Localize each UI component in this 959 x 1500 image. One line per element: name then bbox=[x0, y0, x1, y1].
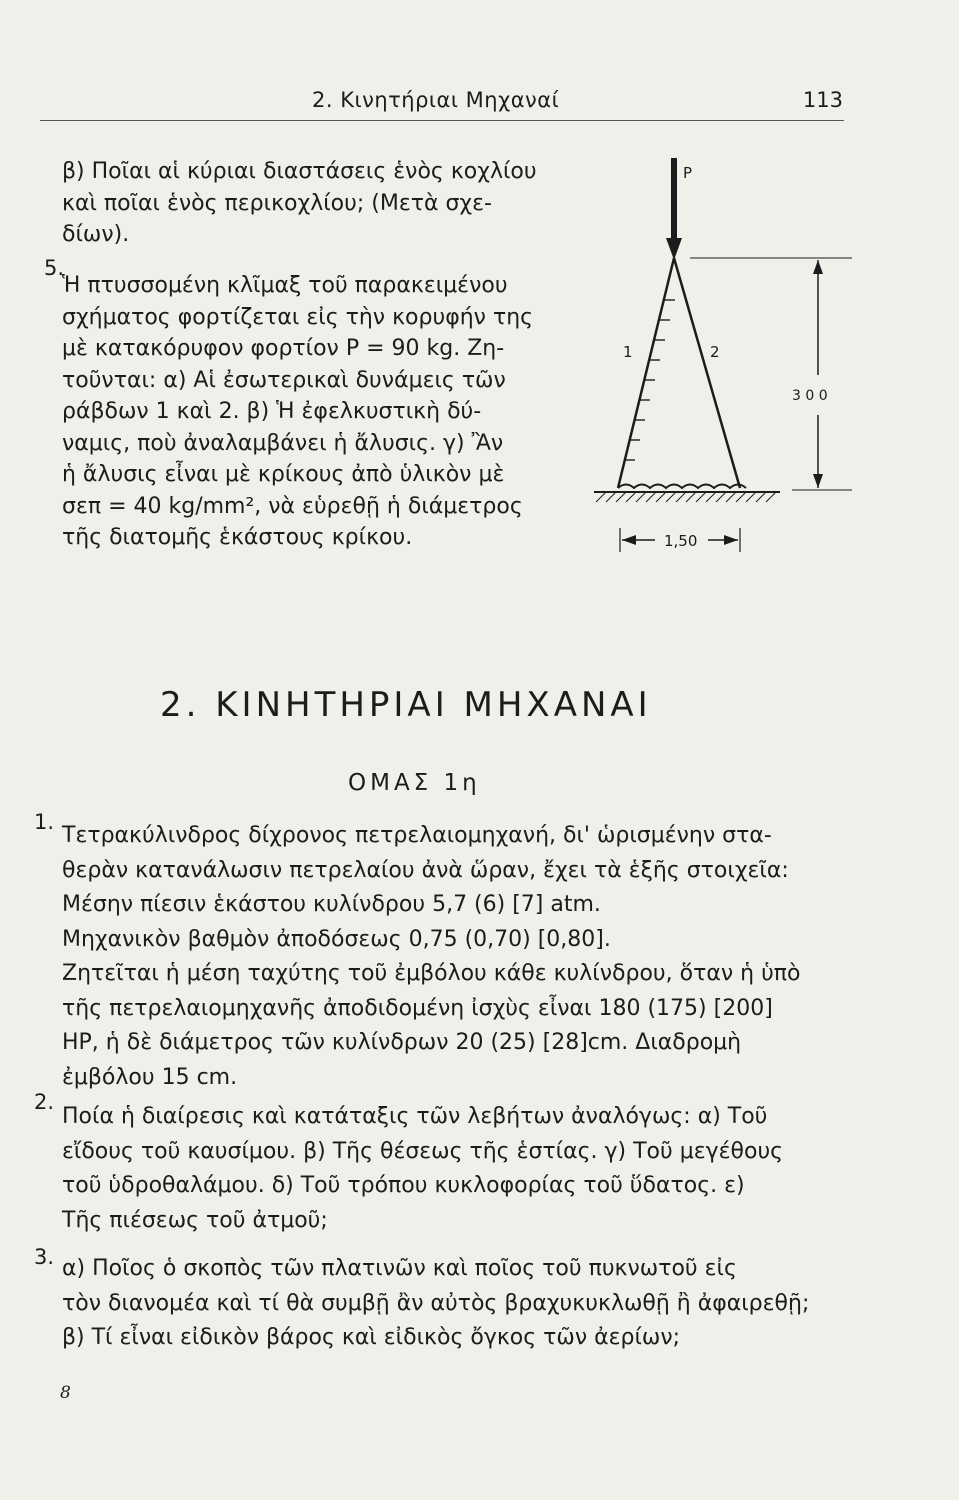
height-label: 3 0 0 bbox=[792, 388, 828, 404]
text-line: δίων). bbox=[62, 222, 130, 247]
text-line: Τετρακύλινδρος δίχρονος πετρελαιομηχανή, δι' ὡρισμένην στα- bbox=[62, 823, 772, 848]
text-line: HP, ἡ δὲ διάμετρος τῶν κυλίνδρων 20 (25) [28]cm. Διαδρομὴ bbox=[62, 1030, 742, 1055]
text-line: καὶ ποῖαι ἑνὸς περικοχλίου; (Μετὰ σχε- bbox=[62, 190, 492, 216]
bar-1 bbox=[618, 258, 674, 488]
text-line: Τῆς πιέσεως τοῦ ἀτμοῦ; bbox=[62, 1207, 328, 1233]
folio-mark: 8 bbox=[60, 1383, 71, 1403]
text-line: τοῦ ὑδροθαλάμου. δ) Τοῦ τρόπου κυκλοφορίας τοῦ ὕδατος. ε) bbox=[62, 1173, 745, 1198]
group-title: ΟΜΑΣ 1η bbox=[348, 770, 481, 796]
text-line: β) Τί εἶναι εἰδικὸν βάρος καὶ εἰδικὸς ὄγκος τῶν ἀερίων; bbox=[62, 1325, 681, 1350]
chain bbox=[618, 485, 746, 489]
text-line: Μέσην πίεσιν ἑκάστου κυλίνδρου 5,7 (6) [7] atm. bbox=[62, 892, 601, 917]
bar-2 bbox=[674, 258, 740, 488]
text-line: Ἡ πτυσσομένη κλῖμαξ τοῦ παρακειμένου bbox=[62, 273, 508, 298]
height-arrow-top bbox=[813, 260, 823, 274]
section-title: 2. ΚΙΝΗΤΗΡΙΑΙ ΜΗΧΑΝΑΙ bbox=[160, 685, 652, 725]
text-line: τῆς διατομῆς ἑκάστους κρίκου. bbox=[62, 525, 413, 550]
question-beta bbox=[62, 156, 537, 251]
text-line: Ποία ἡ διαίρεσις καὶ κατάταξις τῶν λεβήτων ἀναλόγως: α) Τοῦ bbox=[62, 1104, 768, 1129]
text-line: Μηχανικὸν βαθμὸν ἀποδόσεως 0,75 (0,70) [0,80]. bbox=[62, 926, 611, 952]
text-line: ράβδων 1 καὶ 2. β) Ἡ ἐφελκυστικὴ δύ- bbox=[62, 399, 482, 424]
text-line: σεπ = 40 kg/mm², νὰ εὑρεθῇ ἡ διάμετρος bbox=[62, 493, 523, 519]
problem-number: 2. bbox=[34, 1090, 55, 1114]
page-number: 113 bbox=[802, 88, 843, 112]
load-arrow-head bbox=[666, 238, 682, 260]
text-line: α) Ποῖος ὁ σκοπὸς τῶν πλατινῶν καὶ ποῖος τοῦ πυκνωτοῦ εἰς bbox=[62, 1256, 737, 1281]
problem-1 bbox=[62, 819, 801, 1095]
load-label: P bbox=[683, 164, 693, 182]
text-line: θερὰν κατανάλωσιν πετρελαίου ἀνὰ ὥραν, ἔχει τὰ ἑξῆς στοιχεῖα: bbox=[62, 857, 789, 883]
text-line: Ζητεῖται ἡ μέση ταχύτης τοῦ ἐμβόλου κάθε κυλίνδρου, ὅταν ἡ ὑπὸ bbox=[62, 961, 801, 986]
ladder-diagram bbox=[580, 150, 870, 580]
width-arrow-left bbox=[622, 535, 636, 545]
text-line: ἡ ἄλυσις εἶναι μὲ κρίκους ἀπὸ ὑλικὸν μὲ bbox=[62, 462, 505, 487]
problem-number: 3. bbox=[34, 1245, 55, 1269]
text-line: τῆς πετρελαιομηχανῆς ἀποδιδομένη ἰσχὺς εἶναι 180 (175) [200] bbox=[62, 995, 773, 1021]
problem-number: 1. bbox=[34, 810, 55, 834]
problem-3 bbox=[62, 1252, 809, 1356]
header-rule bbox=[40, 120, 844, 121]
bar-2-label: 2 bbox=[710, 343, 720, 361]
problem-2 bbox=[62, 1100, 783, 1238]
question-5 bbox=[62, 270, 533, 554]
text-line: σχήματος φορτίζεται εἰς τὴν κορυφήν της bbox=[62, 304, 534, 330]
bar-1-label: 1 bbox=[623, 343, 633, 361]
height-arrow-bottom bbox=[813, 474, 823, 488]
running-title: 2. Κινητήριαι Μηχαναί bbox=[312, 88, 560, 112]
text-line: ναμις, ποὺ ἀναλαμβάνει ἡ ἄλυσις. γ) Ἂν bbox=[62, 430, 504, 456]
text-line: μὲ κατακόρυφον φορτίον P = 90 kg. Ζη- bbox=[62, 336, 505, 361]
text-line: εἴδους τοῦ καυσίμου. β) Τῆς θέσεως τῆς ἑστίας. γ) Τοῦ μεγέθους bbox=[62, 1138, 784, 1164]
ground-hatching bbox=[596, 492, 776, 502]
width-label: 1,50 bbox=[664, 532, 698, 550]
text-line: τοῦνται: α) Αἱ ἐσωτερικαὶ δυνάμεις τῶν bbox=[62, 367, 506, 393]
width-arrow-right bbox=[724, 535, 738, 545]
question-number: 5. bbox=[44, 256, 65, 280]
text-line: ἐμβόλου 15 cm. bbox=[62, 1064, 238, 1090]
text-line: τὸν διανομέα καὶ τί θὰ συμβῇ ἂν αὐτὸς βραχυκυκλωθῇ ἢ ἀφαιρεθῇ; bbox=[62, 1290, 810, 1316]
text-line: β) Ποῖαι αἱ κύριαι διαστάσεις ἑνὸς κοχλίου bbox=[62, 159, 537, 184]
